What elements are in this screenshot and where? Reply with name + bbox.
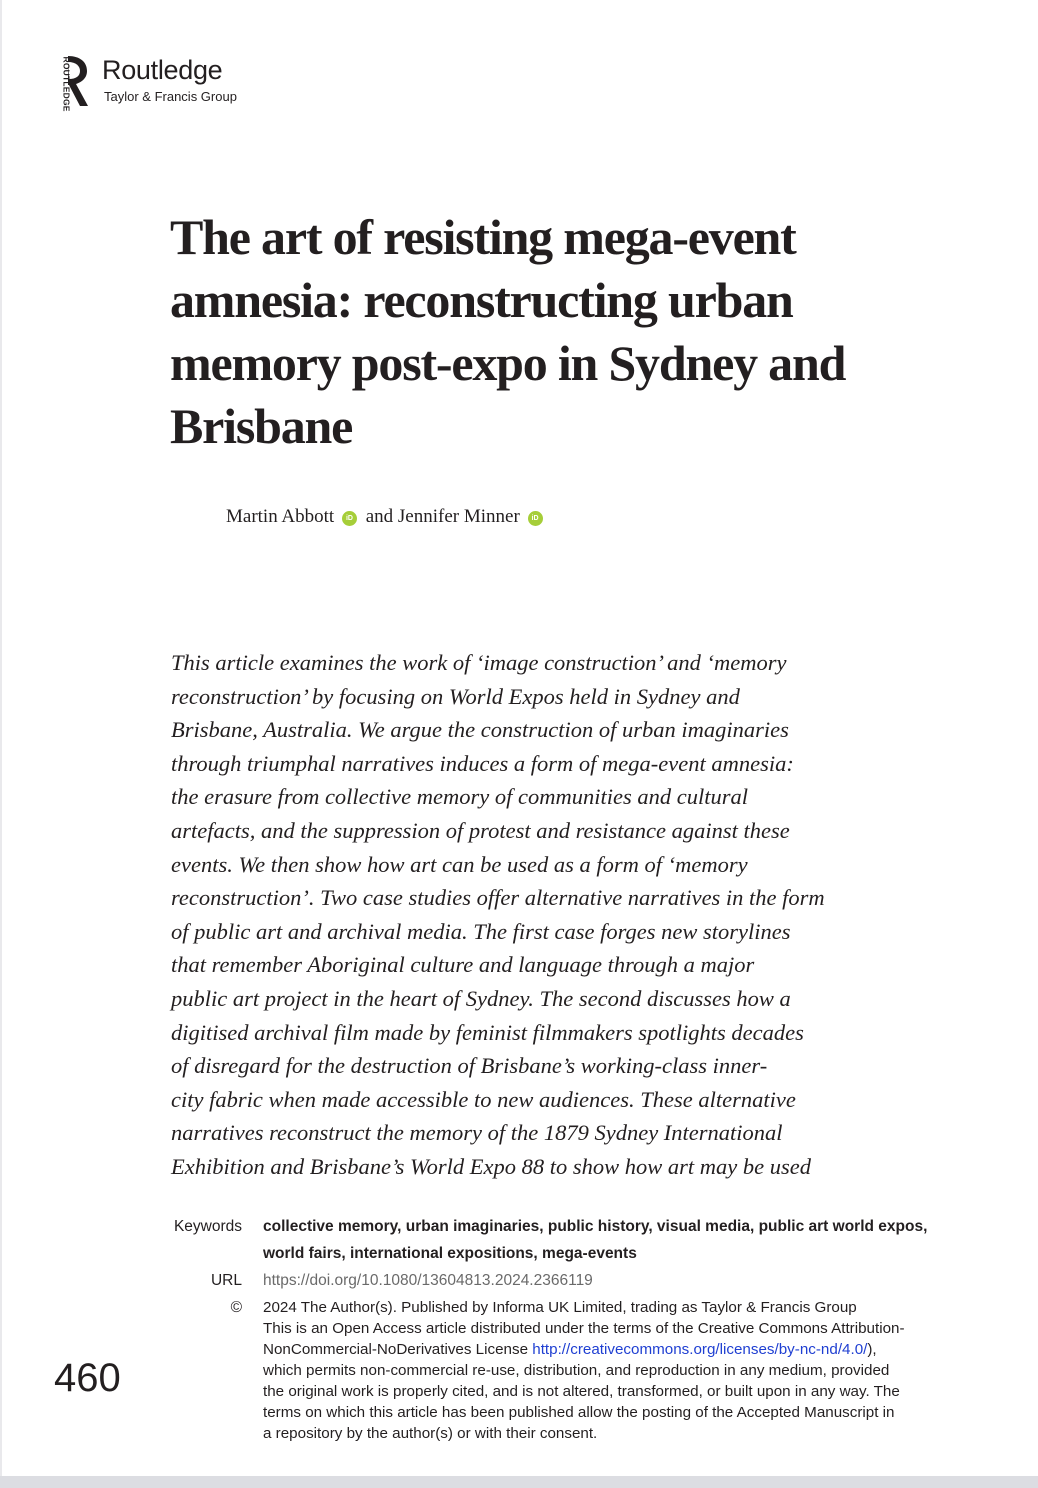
license-line: the original work is properly cited, and is not altered, transformed, or built upon in any way. The	[263, 1383, 900, 1400]
abstract-line: Brisbane, Australia. We argue the construction of urban imaginaries	[171, 717, 789, 743]
keywords-line: collective memory, urban imaginaries, public history, visual media, public art world expos,	[263, 1218, 928, 1235]
orcid-icon[interactable]: iD	[528, 511, 543, 526]
author-name[interactable]: Martin Abbott	[226, 506, 335, 527]
abstract-line: events. We then show how art can be used as a form of ‘memory	[171, 851, 748, 877]
license-line: terms on which this article has been published allow the posting of the Accepted Manuscript in	[263, 1404, 895, 1421]
doi-link[interactable]: https://doi.org/10.1080/13604813.2024.2366119	[263, 1272, 593, 1289]
license-text	[263, 1297, 905, 1444]
license-line-text: ),	[867, 1341, 877, 1358]
abstract-line: narratives reconstruct the memory of the 1879 Sydney International	[171, 1120, 783, 1146]
abstract-line: reconstruction’. Two case studies offer alternative narratives in the form	[171, 885, 825, 911]
license-line: which permits non-commercial re-use, distribution, and reproduction in any medium, provided	[263, 1362, 890, 1379]
keywords-label: Keywords	[173, 1218, 242, 1235]
abstract-line: of public art and archival media. The first case forges new storylines	[171, 918, 791, 944]
license-link[interactable]: http://creativecommons.org/licenses/by-nc-nd/4.0/	[532, 1341, 868, 1358]
license-line: This is an Open Access article distributed under the terms of the Creative Commons Attribution-	[263, 1320, 905, 1337]
page-edge	[0, 0, 2, 1476]
copyright-icon: ©	[230, 1299, 242, 1316]
url-row	[160, 1267, 970, 1294]
abstract-line: digitised archival film made by feminist filmmakers spotlights decades	[171, 1019, 804, 1045]
abstract-line: of disregard for the destruction of Brisbane’s working-class inner-	[171, 1053, 768, 1079]
author-connector: and	[365, 506, 394, 527]
publisher-group: Taylor & Francis Group	[104, 89, 237, 104]
keywords-value	[263, 1213, 927, 1267]
publisher-vertical-mark: ROUTLEDGE	[61, 56, 72, 112]
article-title: The art of resisting mega-event amnesia: reconstructing urban memory post-expo in Sydney and Brisbane	[170, 209, 846, 454]
license-line: a repository by the author(s) or with their consent.	[263, 1425, 598, 1442]
orcid-icon[interactable]: iD	[342, 511, 357, 526]
viewer-bottom-band	[0, 1476, 1038, 1488]
url-label: URL	[210, 1272, 242, 1289]
abstract-line: artefacts, and the suppression of protest and resistance against these	[171, 817, 790, 843]
license-line-text: NonCommercial-NoDerivatives License	[263, 1341, 533, 1358]
author-name[interactable]: Jennifer Minner	[397, 506, 520, 527]
author-list	[226, 506, 547, 528]
abstract-line: through triumphal narratives induces a form of mega-event amnesia:	[171, 750, 794, 776]
article-metadata	[160, 1213, 970, 1444]
abstract-line: that remember Aboriginal culture and language through a major	[171, 952, 755, 978]
keywords-row	[160, 1213, 970, 1267]
abstract-line: city fabric when made accessible to new audiences. These alternative	[171, 1086, 796, 1112]
abstract-line: This article examines the work of ‘image construction’ and ‘memory	[171, 650, 787, 675]
license-row	[160, 1294, 970, 1444]
license-line	[263, 1339, 905, 1360]
abstract-line: reconstruction’ by focusing on World Expos held in Sydney and	[171, 683, 740, 709]
license-line: 2024 The Author(s). Published by Informa UK Limited, trading as Taylor & Francis Group	[263, 1299, 857, 1316]
abstract-line: Exhibition and Brisbane’s World Expo 88 to show how art may be used	[171, 1153, 811, 1179]
page-number: 460	[54, 1356, 121, 1400]
abstract-line: the erasure from collective memory of communities and cultural	[171, 784, 748, 810]
abstract-line: public art project in the heart of Sydney. The second discusses how a	[171, 985, 791, 1011]
publisher-name: Routledge	[102, 55, 223, 85]
publisher-logo	[54, 54, 274, 112]
abstract	[171, 646, 881, 1184]
keywords-line: world fairs, international expositions, mega-events	[263, 1245, 637, 1262]
